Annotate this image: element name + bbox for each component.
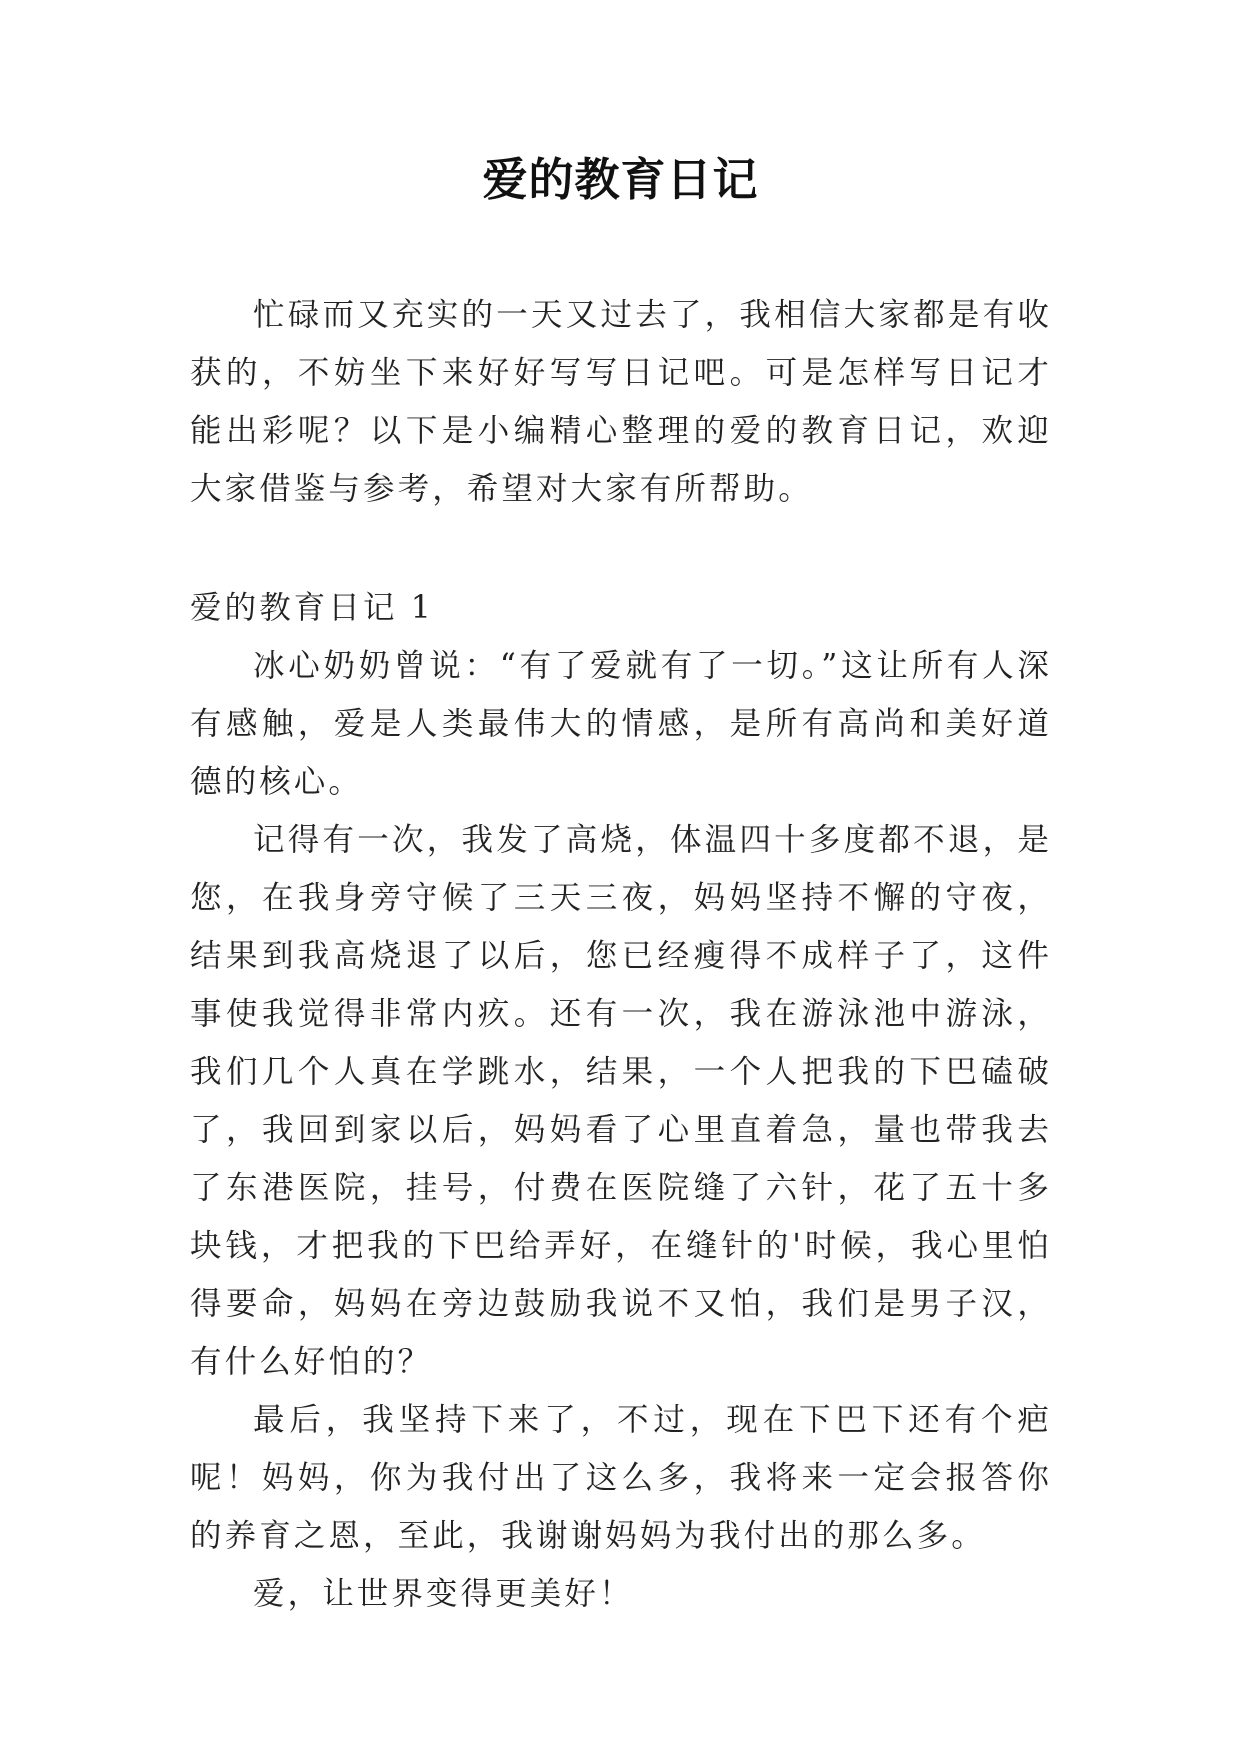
intro-paragraph: 忙碌而又充实的一天又过去了，我相信大家都是有收获的，不妨坐下来好好写写日记吧。可是怎样写日记才能出彩呢？以下是小编精心整理的爱的教育日记，欢迎大家借鉴与参考，希望对大家有所帮助。 (190, 297, 1052, 507)
intro-block (190, 286, 1052, 518)
diary-entry (190, 579, 1052, 1623)
body-paragraph: 冰心奶奶曾说：“有了爱就有了一切。”这让所有人深有感触，爱是人类最伟大的情感，是所有高尚和美好道德的核心。 (190, 648, 1052, 800)
section-heading: 爱的教育日记 1 (190, 590, 434, 626)
body-paragraph: 爱，让世界变得更美好！ (253, 1576, 634, 1612)
body-paragraph: 记得有一次，我发了高烧，体温四十多度都不退，是您，在我身旁守候了三天三夜，妈妈坚持不懈的守夜，结果到我高烧退了以后，您已经瘦得不成样子了，这件事使我觉得非常内疚。还有一次，我在游泳池中游泳，我们几个人真在学跳水，结果，一个人把我的下巴磕破了，我回到家以后，妈妈看了心里直着急，量也带我去了东港医院，挂号，付费在医院缝了六针，花了五十多块钱，才把我的下巴给弄好，在缝针的'时候，我心里怕得要命，妈妈在旁边鼓励我说不又怕，我们是男子汉，有什么好怕的？ (190, 822, 1052, 1380)
document-title: 爱的教育日记 (482, 153, 759, 206)
body-paragraph: 最后，我坚持下来了，不过，现在下巴下还有个疤呢！妈妈，你为我付出了这么多，我将来一定会报答你的养育之恩，至此，我谢谢妈妈为我付出的那么多。 (190, 1402, 1052, 1554)
